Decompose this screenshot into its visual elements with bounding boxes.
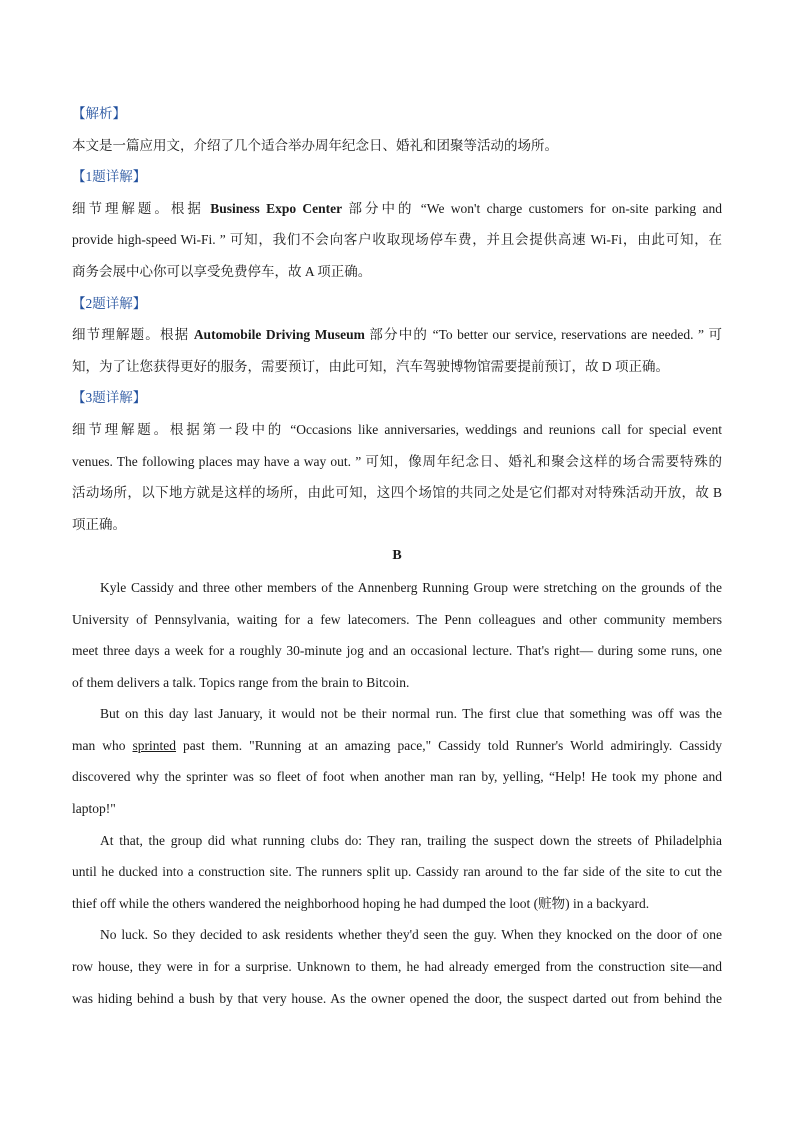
analysis-label: 【解析】 xyxy=(72,106,126,121)
passage-p3-line-2: until he ducked into a construction site. The runners split up. Cassidy ran around to the far side of the site to cut the xyxy=(72,864,722,880)
passage-p2-line-4: laptop!" xyxy=(72,801,116,817)
passage-p3-line-3: thief off while the others wandered the neighborhood hoping he had dumped the loot (赃物) in a backyard. xyxy=(72,895,650,911)
section-b-heading: B xyxy=(392,548,402,564)
passage-p3-line-1: At that, the group did what running clubs do: They ran, trailing the suspect down the streets of Philadelphia xyxy=(100,832,722,848)
underlined-word-sprinted: sprinted xyxy=(132,737,177,753)
q1-line-2: provide high-speed Wi-Fi. ” 可知，我们不会向客户收取现场停车费，并且会提供高速 Wi-Fi，由此可知，在 xyxy=(72,232,722,248)
passage-p1-line-1: Kyle Cassidy and three other members of the Annenberg Running Group were stretching on the grounds of the xyxy=(100,579,722,595)
passage-p1-line-4: of them delivers a talk. Topics range from the brain to Bitcoin. xyxy=(72,674,410,690)
q1-keyword: Business Expo Center xyxy=(210,200,343,216)
q1-line-1: 细节理解题。根据 Business Expo Center 部分中的 “We won't charge customers for on-site parking and xyxy=(72,200,723,216)
q2-label: 【2题详解】 xyxy=(72,295,147,311)
passage-p4-line-2: row house, they were in for a surprise. Unknown to them, he had already emerged from the construction site—and xyxy=(72,959,722,975)
passage-p2-line-2: man who sprinted past them. "Running at an amazing pace," Cassidy told Runner's World admiringly. Cassidy xyxy=(72,737,723,753)
passage-p4-line-3: was hiding behind a bush by that very house. As the owner opened the door, the suspect darted out from behind the xyxy=(72,990,722,1006)
q3-line-3: 活动场所，以下地方就是这样的场所，由此可知，这四个场馆的共同之处是它们都对对特殊活动开放，故 B xyxy=(72,485,722,501)
q2-line-1: 细节理解题。根据 Automobile Driving Museum 部分中的 “To better our service, reservations are needed. ” 可 xyxy=(72,327,723,343)
q1-label: 【1题详解】 xyxy=(72,169,147,185)
q3-line-4: 项正确。 xyxy=(72,516,126,532)
passage-p2-line-3: discovered why the sprinter was so fleet of foot when another man ran by, yelling, “Help! He took my phone and xyxy=(72,769,722,785)
q2-keyword: Automobile Driving Museum xyxy=(193,327,365,343)
passage-p1-line-3: meet three days a week for a roughly 30-minute jog and an occasional lecture. That's right— during some runs, one xyxy=(72,643,722,659)
passage-p1-line-2: University of Pennsylvania, waiting for a few latecomers. The Penn colleagues and other community members xyxy=(72,611,722,627)
q1-line-3: 商务会展中心你可以享受免费停车，故 A 项正确。 xyxy=(72,263,372,279)
q2-line-2: 知，为了让您获得更好的服务，需要预订，由此可知，汽车驾驶博物馆需要提前预订，故 D 项正确。 xyxy=(72,358,669,374)
q3-line-2: venues. The following places may have a way out. ” 可知，像周年纪念日、婚礼和聚会这样的场合需要特殊的 xyxy=(72,453,722,469)
q3-label: 【3题详解】 xyxy=(72,390,147,406)
passage-p2-line-1: But on this day last January, it would not be their normal run. The first clue that something was off was the xyxy=(100,706,722,722)
passage-p4-line-1: No luck. So they decided to ask residents whether they'd seen the guy. When they knocked on the door of one xyxy=(100,927,722,943)
q3-line-1: 细节理解题。根据第一段中的 “Occasions like anniversaries, weddings and reunions call for special event xyxy=(72,421,722,437)
analysis-intro: 本文是一篇应用文，介绍了几个适合举办周年纪念日、婚礼和团聚等活动的场所。 xyxy=(72,137,558,153)
document-page xyxy=(72,98,722,1014)
